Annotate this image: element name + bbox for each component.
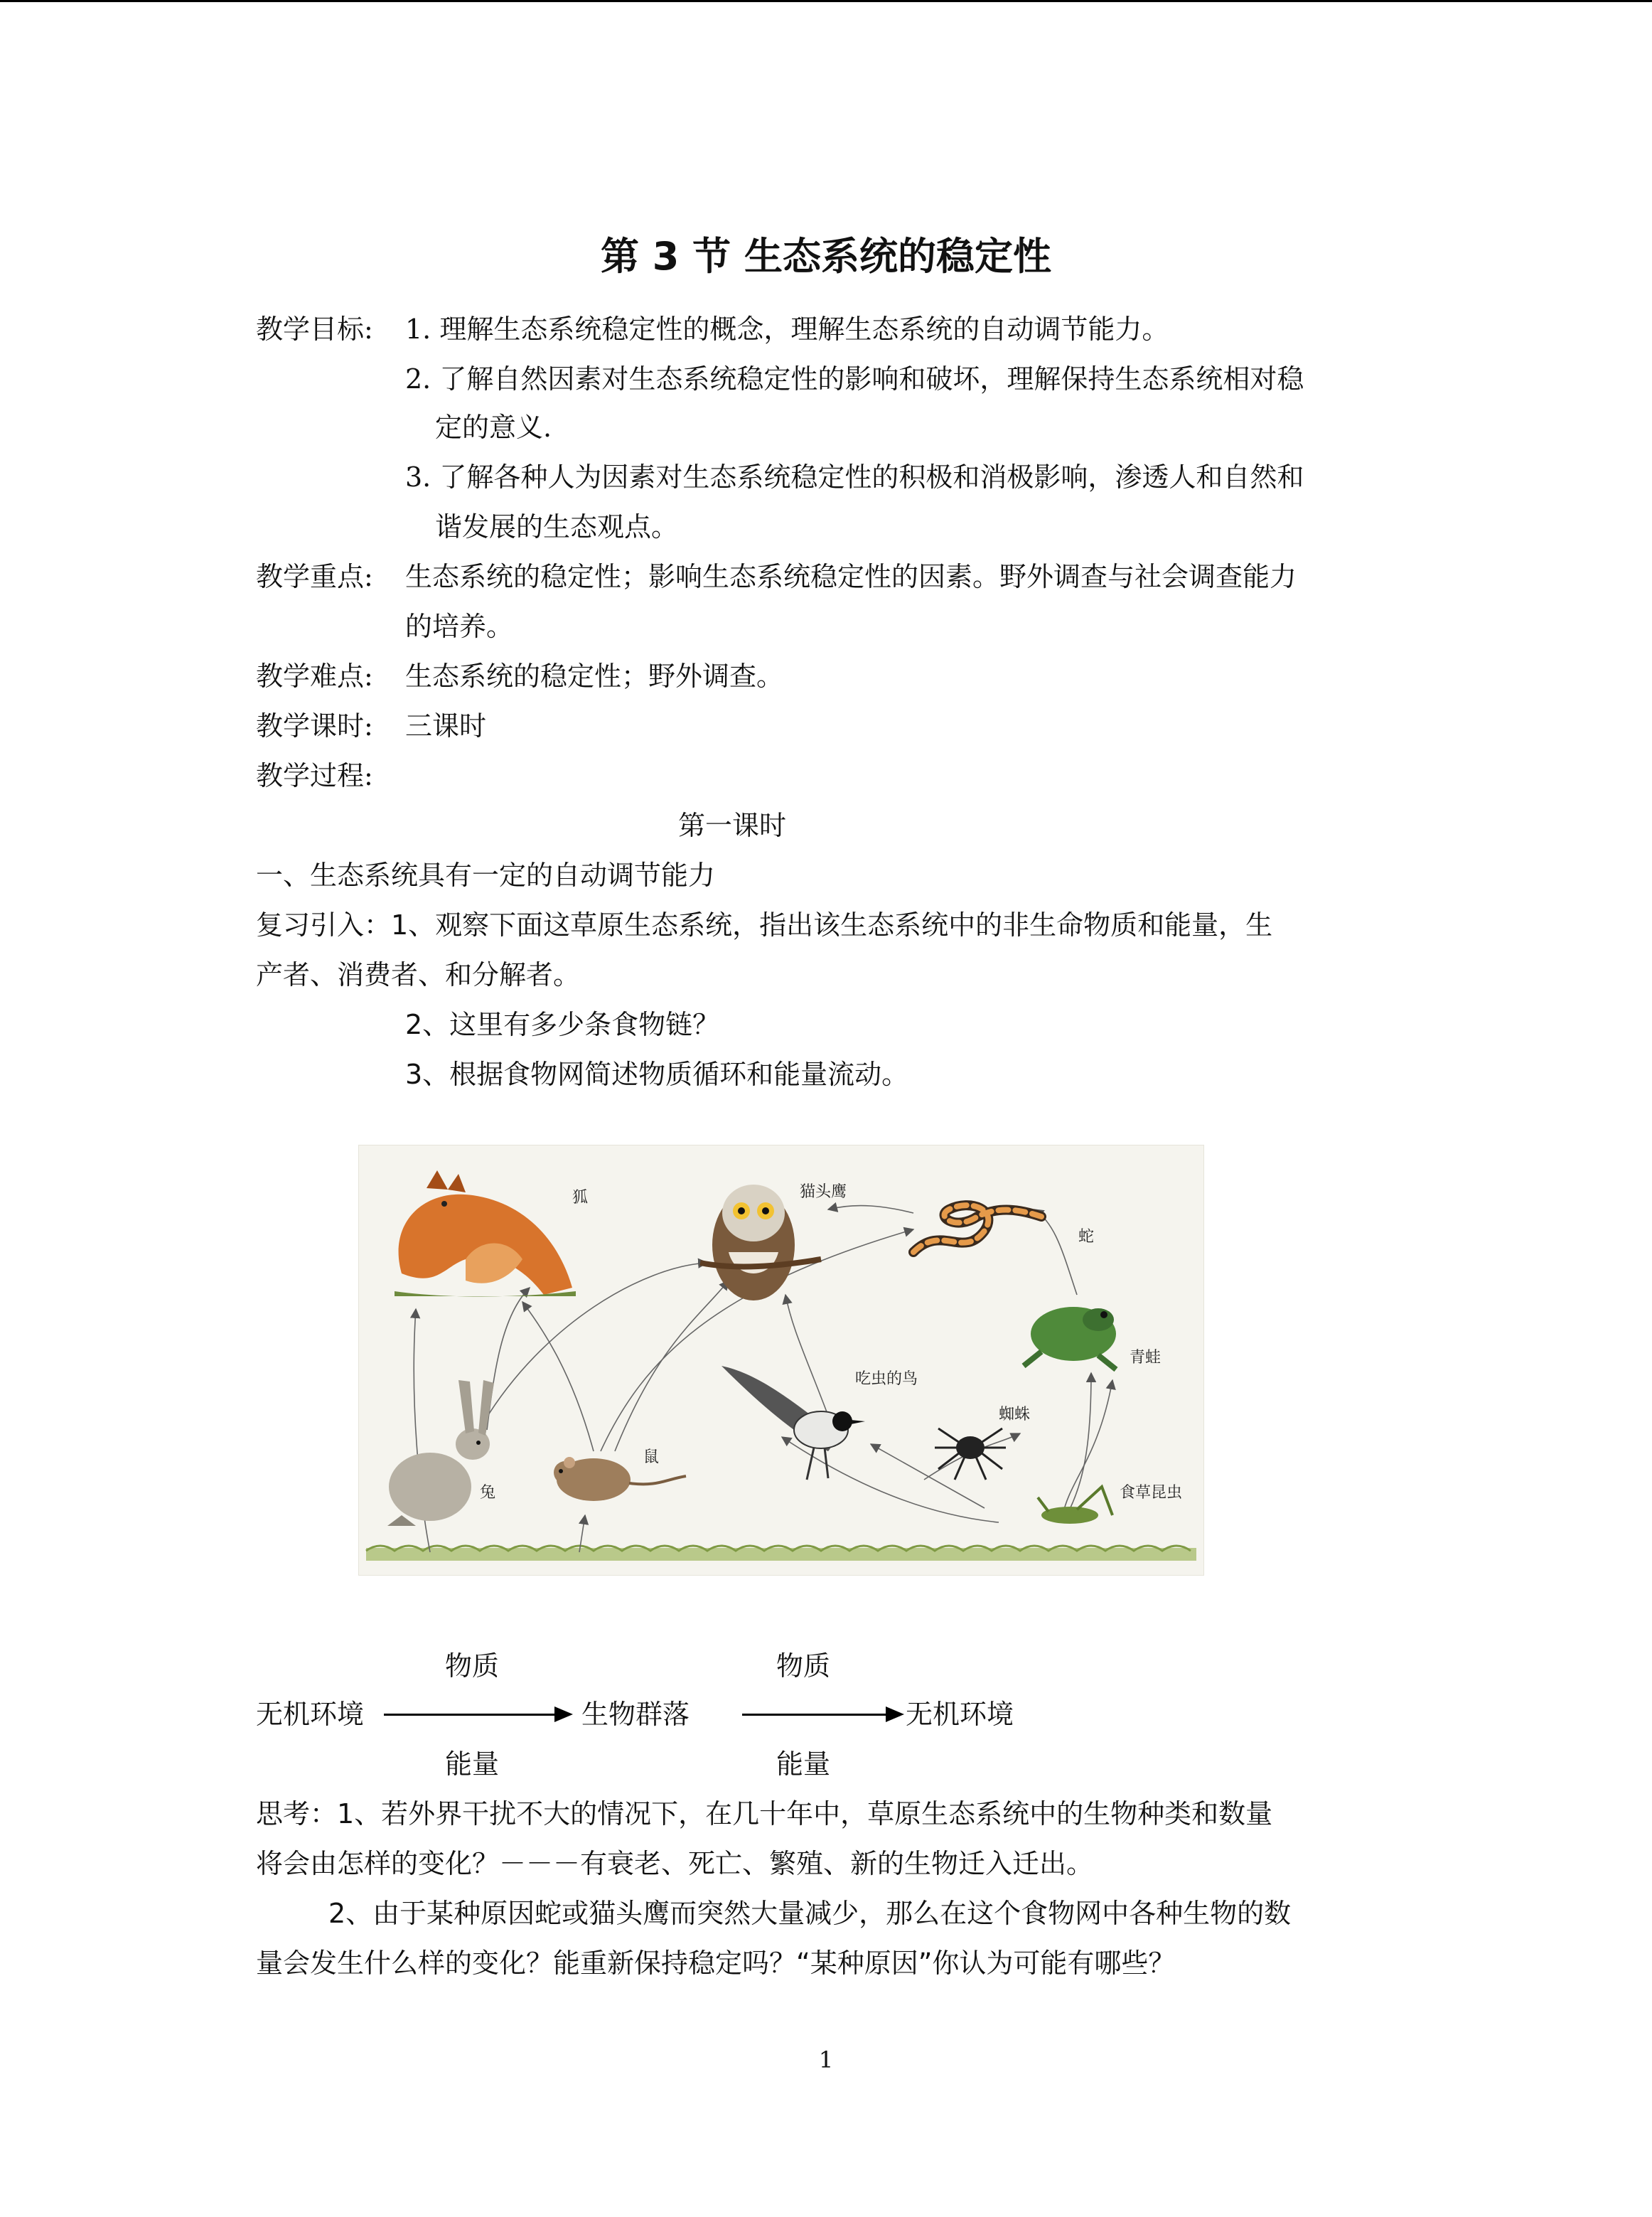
process-label: 教学过程: [256, 760, 373, 791]
difficulties-label: 教学难点: [256, 661, 373, 692]
key-points-label: 教学重点: [256, 561, 373, 592]
think-line-2: 将会由怎样的变化？－－－有衰老、死亡、繁殖、新的生物迁入迁出。 [256, 1848, 1094, 1879]
flow-arrow-2-head [886, 1706, 904, 1722]
grass-strip [366, 1546, 1196, 1561]
rabbit-illustration [387, 1380, 494, 1526]
lesson-heading: 第一课时 [678, 810, 787, 841]
snake-illustration [913, 1205, 1041, 1252]
insect-illustration [1038, 1487, 1112, 1524]
key-points-text-cont: 的培养。 [405, 611, 514, 642]
mouse-illustration [554, 1457, 686, 1501]
flow-top-label-1: 物质 [445, 1650, 500, 1682]
page-title: 第 3 节 生态系统的稳定性 [601, 234, 1051, 279]
page-number: 1 [818, 2046, 834, 2073]
goal-item-2: 2. 了解自然因素对生态系统稳定性的影响和破坏，理解保持生态系统相对稳 [405, 363, 1304, 395]
goal-item-1: 1. 理解生态系统稳定性的概念，理解生态系统的自动调节能力。 [405, 314, 1169, 345]
frog-illustration [1024, 1307, 1116, 1369]
goal-item-3-cont: 谐发展的生态观点。 [435, 511, 679, 543]
label-snake: 蛇 [1078, 1228, 1095, 1246]
food-web-figure [358, 1145, 1204, 1576]
flow-arrow-1-head [554, 1706, 573, 1722]
difficulties-text: 生态系统的稳定性；野外调查。 [405, 661, 784, 692]
think-line-4: 量会发生什么样的变化？能重新保持稳定吗？“某种原因”你认为可能有哪些？ [256, 1948, 1176, 1979]
flow-top-label-2: 物质 [776, 1650, 831, 1682]
label-rabbit: 兔 [480, 1484, 496, 1502]
label-spider: 蜘蛛 [999, 1406, 1031, 1423]
label-insect: 食草昆虫 [1120, 1484, 1183, 1502]
goal-item-2-cont: 定的意义. [435, 412, 552, 443]
section-heading: 一、生态系统具有一定的自动调节能力 [256, 860, 716, 891]
review-question-2: 2、这里有多少条食物链？ [405, 1009, 720, 1040]
spider-illustration [935, 1428, 1006, 1480]
flow-bottom-label-2: 能量 [776, 1748, 831, 1780]
fox-illustration [395, 1170, 576, 1297]
review-line-1: 复习引入：1、观察下面这草原生态系统，指出该生态系统中的非生命物质和能量，生 [256, 909, 1273, 941]
label-fox: 狐 [572, 1189, 589, 1207]
review-question-3: 3、根据食物网简述物质循环和能量流动。 [405, 1059, 909, 1090]
label-bird: 吃虫的鸟 [855, 1370, 918, 1388]
think-line-3: 2、由于某种原因蛇或猫头鹰而突然大量减少，那么在这个食物网中各种生物的数 [328, 1898, 1292, 1929]
owl-illustration [700, 1185, 821, 1300]
top-border-line [0, 0, 1652, 2]
flow-node-right: 无机环境 [906, 1699, 1014, 1730]
flow-node-middle: 生物群落 [581, 1699, 690, 1730]
think-line-1: 思考：1、若外界干扰不大的情况下，在几十年中，草原生态系统中的生物种类和数量 [256, 1798, 1273, 1829]
flow-node-left: 无机环境 [256, 1699, 365, 1730]
goals-label: 教学目标: [256, 314, 373, 345]
key-points-text: 生态系统的稳定性；影响生态系统稳定性的因素。野外调查与社会调查能力 [405, 561, 1297, 592]
flow-arrow-2-line [742, 1714, 889, 1716]
goal-item-3: 3. 了解各种人为因素对生态系统稳定性的积极和消极影响，渗透人和自然和 [405, 461, 1304, 493]
label-frog: 青蛙 [1130, 1349, 1162, 1367]
bird-illustration [722, 1366, 865, 1480]
food-web-illustration [359, 1145, 1203, 1575]
label-mouse: 鼠 [643, 1448, 660, 1466]
review-line-2: 产者、消费者、和分解者。 [256, 959, 581, 990]
flow-arrow-1-line [384, 1714, 557, 1716]
periods-text: 三课时 [405, 710, 487, 742]
flow-bottom-label-1: 能量 [445, 1748, 500, 1780]
label-owl: 猫头鹰 [800, 1183, 847, 1201]
periods-label: 教学课时: [256, 710, 373, 742]
